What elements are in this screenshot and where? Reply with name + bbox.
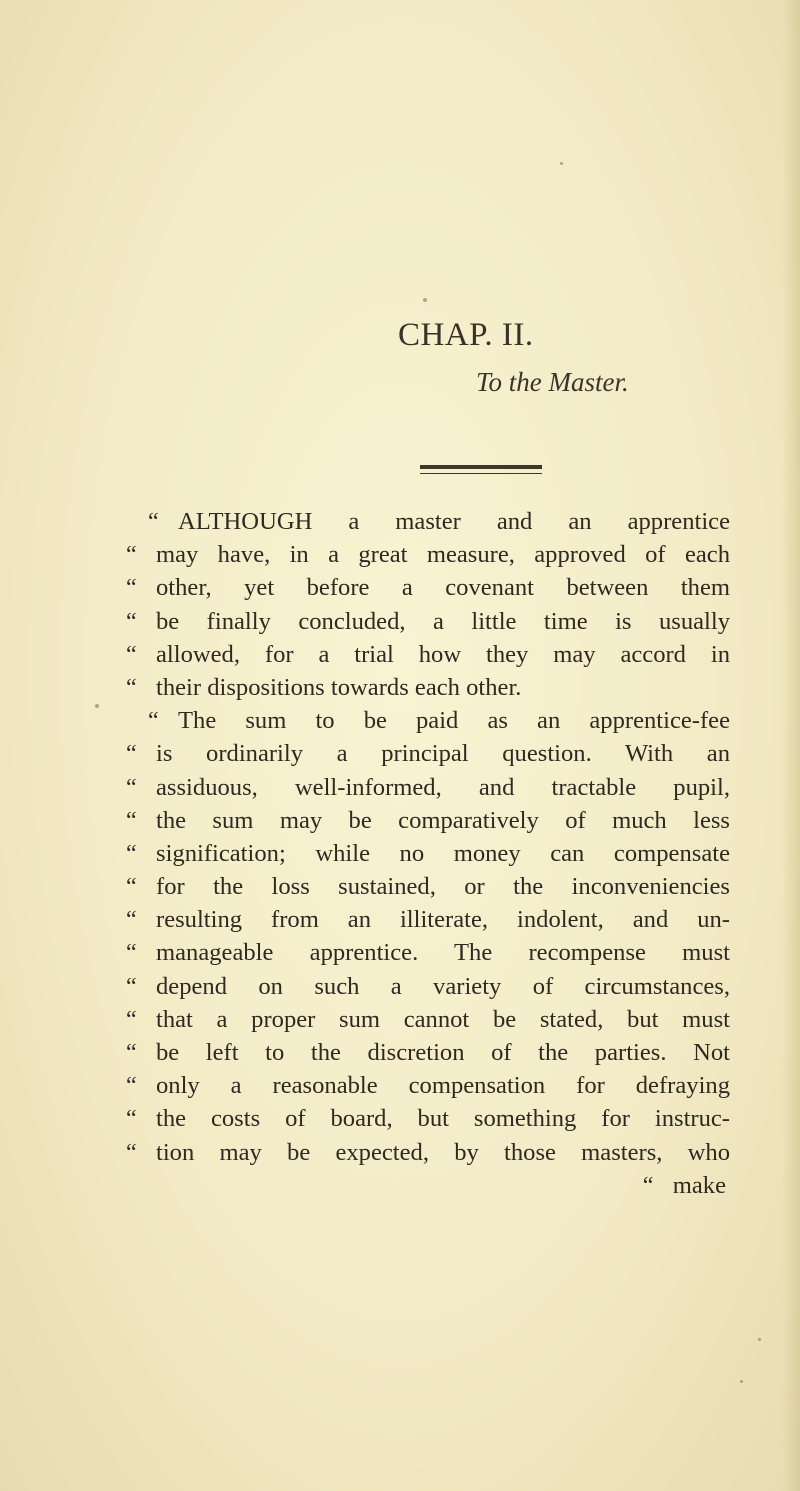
text-line: “ allowed, for a trial how they may accord in: [126, 638, 730, 671]
title-rule-thin: [420, 473, 542, 474]
text-line: “ tion may be expected, by those masters, who: [126, 1136, 730, 1169]
quote-mark: “: [126, 1106, 137, 1133]
text-line: “ be left to the discretion of the parties. Not: [126, 1036, 730, 1069]
quote-mark: “: [642, 1172, 654, 1199]
quote-mark: “: [126, 940, 137, 967]
text-line: “ The sum to be paid as an apprentice-fee: [126, 704, 730, 737]
quote-mark: “: [126, 907, 137, 934]
paper-speck: [423, 298, 427, 302]
text-line: “ assiduous, well-informed, and tractable pupil,: [126, 771, 730, 804]
quote-mark: “: [126, 807, 137, 834]
paper-speck: [95, 704, 99, 708]
paper-speck: [560, 162, 563, 165]
quote-mark: “: [126, 575, 137, 602]
text-line: “ other, yet before a covenant between them: [126, 571, 730, 604]
text-line: “ the costs of board, but something for instruc-: [126, 1102, 730, 1135]
text-line: “ depend on such a variety of circumstances,: [126, 970, 730, 1003]
chapter-subtitle: To the Master.: [476, 367, 629, 397]
text-line: “ ALTHOUGH a master and an apprentice: [126, 505, 730, 538]
catchword-line: [126, 1169, 730, 1202]
catchword: make: [672, 1171, 726, 1199]
text-line: “ may have, in a great measure, approved of each: [126, 538, 730, 571]
quote-mark: “: [126, 1040, 137, 1066]
quote-mark: “: [126, 874, 137, 901]
quote-mark: “: [126, 840, 137, 867]
quote-mark: “: [126, 674, 137, 701]
text-line: “ be finally concluded, a little time is usually: [126, 605, 730, 638]
chapter-title: CHAP. II.: [398, 317, 534, 353]
title-rule-thick: [420, 465, 542, 469]
text-line: “ their dispositions towards each other.: [126, 671, 730, 704]
text-line: “ for the loss sustained, or the inconveniencies: [126, 870, 730, 903]
text-line: “ that a proper sum cannot be stated, but must: [126, 1003, 730, 1036]
text-line: “ only a reasonable compensation for defraying: [126, 1069, 730, 1102]
text-line: “ resulting from an illiterate, indolent, and un-: [126, 903, 730, 936]
quote-mark: “: [148, 509, 159, 535]
quote-mark: “: [126, 973, 137, 1000]
text-line: “ is ordinarily a principal question. With an: [126, 737, 730, 770]
quote-mark: “: [148, 708, 159, 735]
quote-mark: “: [126, 608, 137, 635]
quote-mark: “: [126, 542, 137, 569]
quote-mark: “: [126, 641, 137, 668]
text-line: “ the sum may be comparatively of much less: [126, 804, 730, 837]
quote-mark: “: [126, 1006, 137, 1033]
quote-mark: “: [126, 1139, 137, 1166]
text-line: “ manageable apprentice. The recompense must: [126, 936, 730, 969]
quote-mark: “: [126, 741, 137, 768]
quote-mark: “: [126, 1073, 137, 1100]
body-text: [126, 505, 730, 1202]
text-line: “ signification; while no money can compensate: [126, 837, 730, 870]
paper-speck: [758, 1338, 761, 1341]
page-edge-shadow: [782, 0, 800, 1491]
paper-speck: [740, 1380, 743, 1383]
quote-mark: “: [126, 774, 137, 801]
